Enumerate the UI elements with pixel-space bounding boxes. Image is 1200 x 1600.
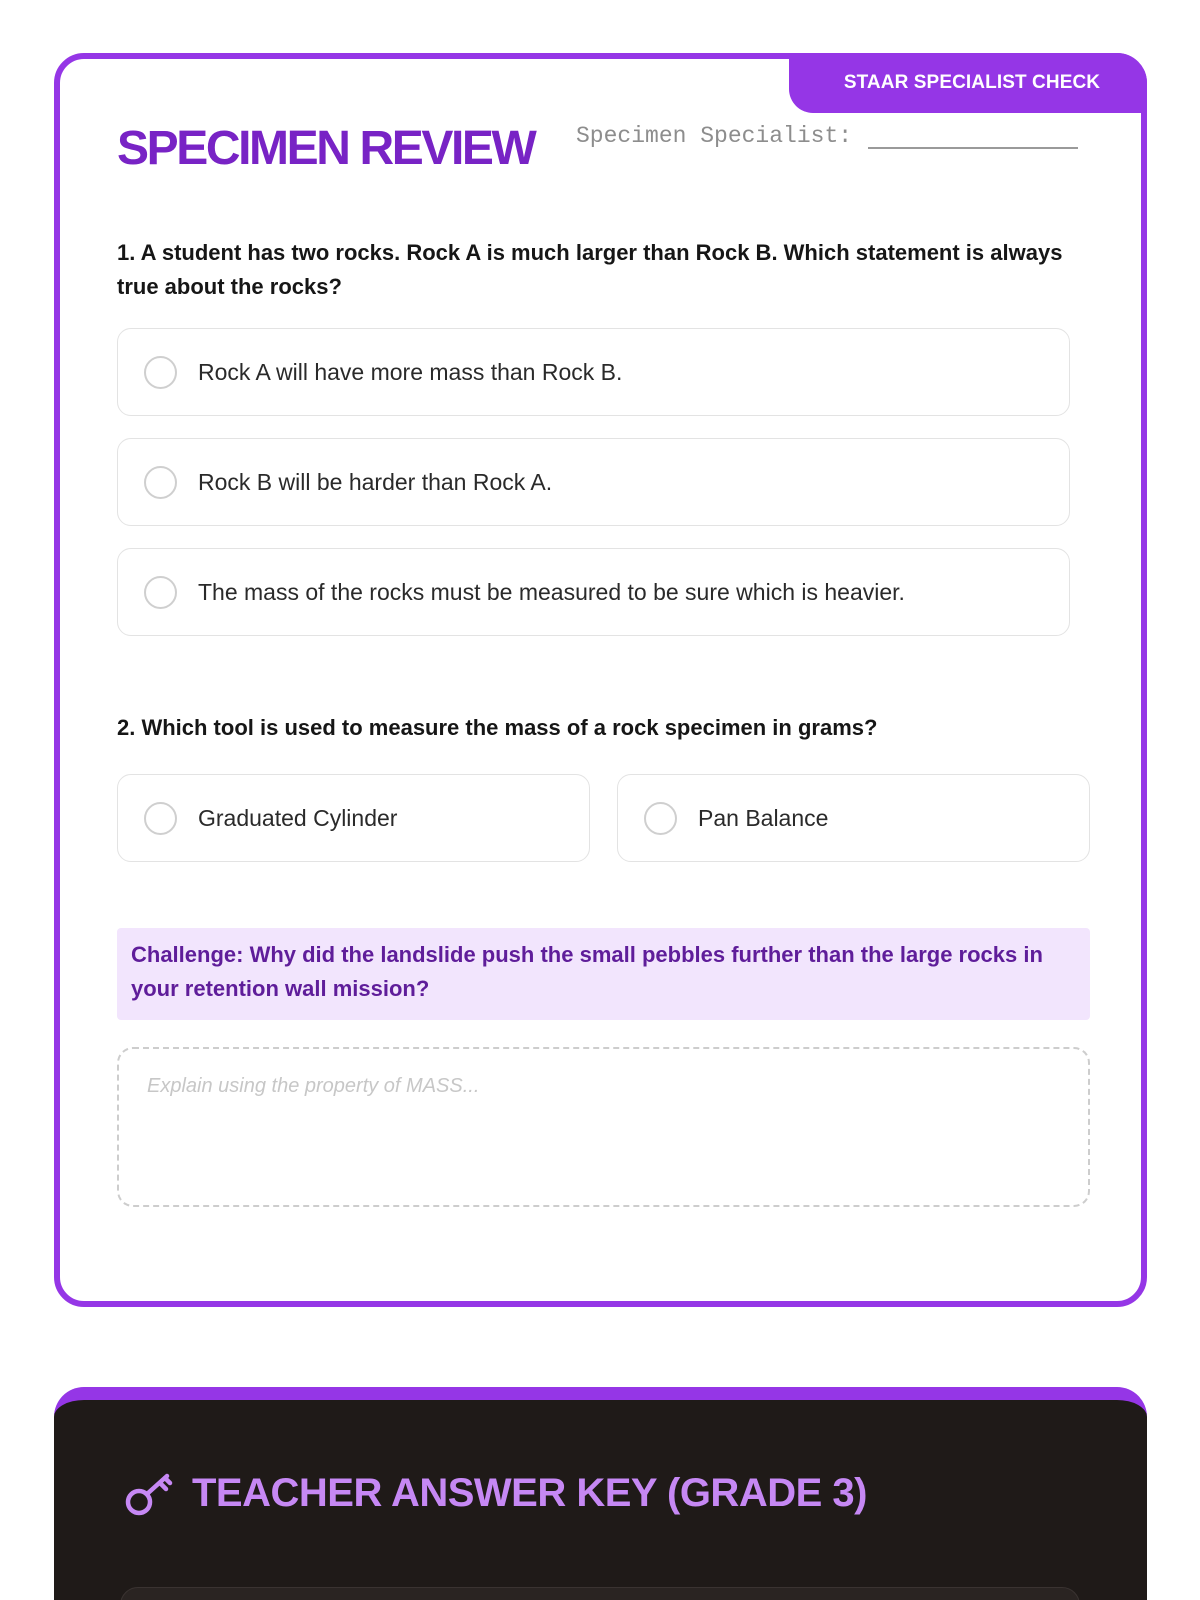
radio-button[interactable] [144, 356, 177, 389]
option-label: Graduated Cylinder [198, 804, 398, 831]
specialist-label: Specimen Specialist: [576, 123, 853, 149]
option-label: Rock B will be harder than Rock A. [198, 468, 553, 495]
teacher-answer-key-panel [54, 1387, 1147, 1600]
q2-option-b[interactable] [617, 774, 1090, 862]
q2-option-a[interactable] [117, 774, 590, 862]
answer-key-title: TEACHER ANSWER KEY (GRADE 3) [192, 1470, 867, 1515]
q1-option-a[interactable] [117, 328, 1070, 416]
answer-key-content [120, 1587, 1080, 1600]
question-1: 1. A student has two rocks. Rock A is much larger than Rock B. Which statement is always true about the rocks? [117, 240, 1063, 299]
challenge-answer-field[interactable] [117, 1047, 1090, 1207]
q1-option-c[interactable] [117, 548, 1070, 636]
q1-option-b[interactable] [117, 438, 1070, 526]
option-label: Rock A will have more mass than Rock B. [198, 358, 623, 385]
option-label: The mass of the rocks must be measured to be sure which is heavier. [198, 578, 905, 605]
answer-key-heading [122, 1466, 867, 1520]
specialist-name-line[interactable] [868, 127, 1078, 149]
answer-placeholder: Explain using the property of MASS... [147, 1075, 480, 1097]
staar-badge: STAAR SPECIALIST CHECK [789, 53, 1147, 113]
option-label: Pan Balance [698, 804, 829, 831]
page-title: SPECIMEN REVIEW [117, 122, 535, 175]
challenge-prompt: Challenge: Why did the landslide push the small pebbles further than the large rocks in your retention wall mission? [117, 928, 1090, 1020]
question-2: 2. Which tool is used to measure the mass of a rock specimen in grams? [117, 715, 878, 740]
key-icon [122, 1466, 176, 1520]
radio-button[interactable] [644, 802, 677, 835]
specialist-field [576, 123, 1078, 149]
radio-button[interactable] [144, 576, 177, 609]
specimen-review-card [54, 53, 1147, 1307]
radio-button[interactable] [144, 466, 177, 499]
radio-button[interactable] [144, 802, 177, 835]
